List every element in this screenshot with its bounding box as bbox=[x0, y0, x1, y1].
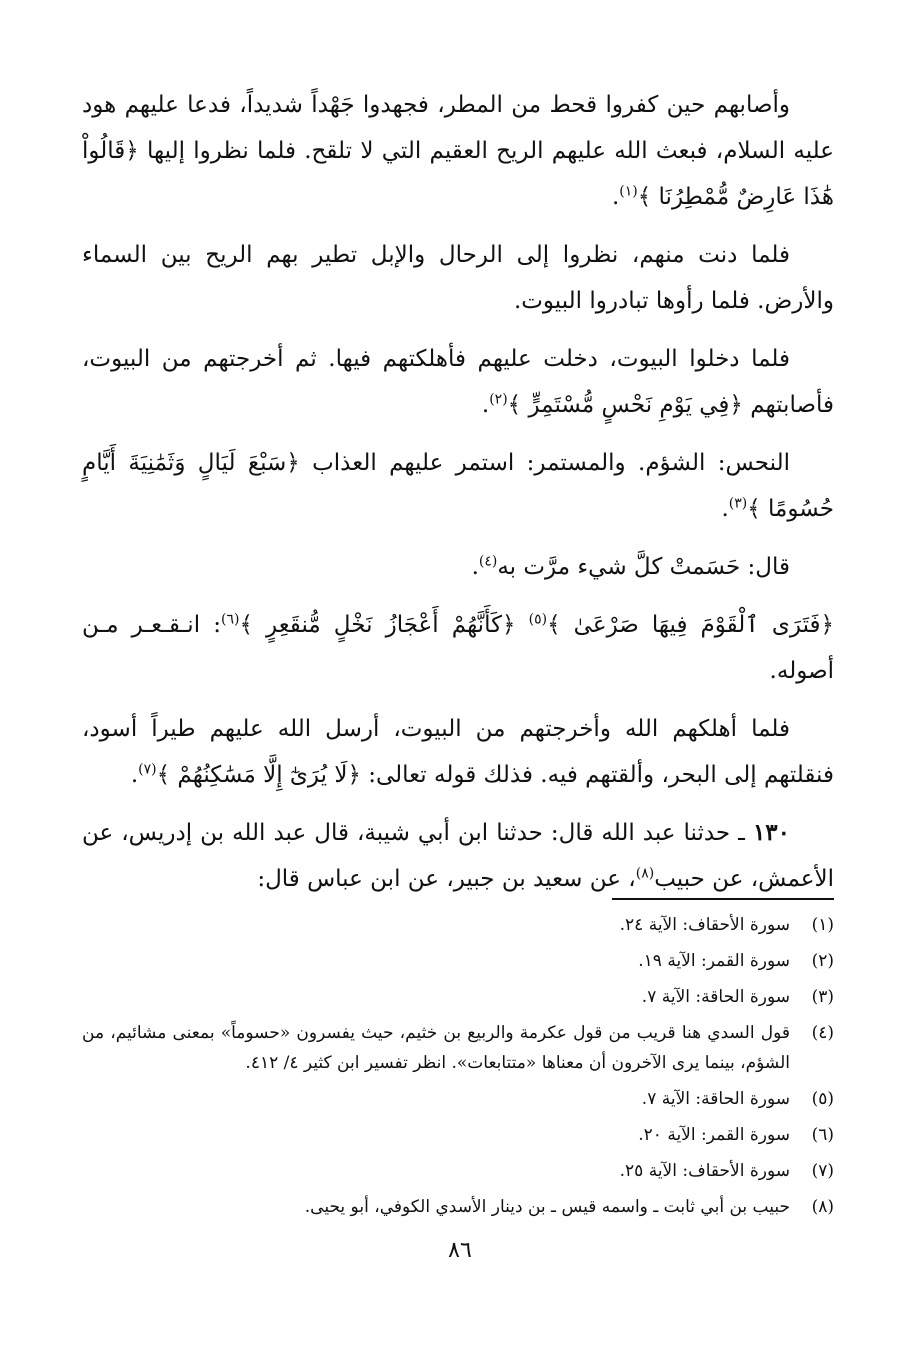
paragraph-text: وأصابهم حين كفروا قحط من المطر، فجهدوا جَهْداً شديداً، فدعا عليهم هود عليه السلام، فبعث الله عليهم الريح العقيم التي لا تلقح. فلما نظروا إليها ﴿قَالُواْ هَٰذَا عَارِضٌ مُّمْطِرُنَا ﴾ bbox=[82, 92, 834, 210]
paragraph bbox=[82, 544, 834, 590]
footnote-text: سورة القمر: الآية ١٩. bbox=[638, 951, 790, 971]
footnote-number: (٢) bbox=[811, 951, 834, 971]
footnote-item bbox=[82, 1192, 834, 1222]
footnote-text: سورة الحاقة: الآية ٧. bbox=[641, 1089, 790, 1109]
footnote-item bbox=[82, 982, 834, 1012]
paragraph-text: فلما دخلوا البيوت، دخلت عليهم فأهلكتهم فيها. ثم أخرجتهم من البيوت، فأصابتهم ﴿فِي يَوْمِ نَحْسٍ مُّسْتَمِرٍّ ﴾ bbox=[82, 346, 834, 418]
paragraph-text: قال: حَسَمتْ كلَّ شيء مرَّت به bbox=[497, 554, 790, 580]
footnote-item bbox=[82, 1084, 834, 1114]
footnotes bbox=[82, 910, 834, 1228]
footnote-text: حبيب بن أبي ثابت ـ واسمه قيس ـ بن دينار الأسدي الكوفي، أبو يحيى. bbox=[304, 1197, 790, 1217]
footnote-reference: (١) bbox=[619, 183, 638, 200]
paragraph bbox=[82, 602, 834, 694]
page-number: ٨٦ bbox=[448, 1238, 472, 1263]
paragraph bbox=[82, 232, 834, 324]
paragraph-text: . bbox=[471, 554, 479, 580]
footnote-text: سورة الحاقة: الآية ٧. bbox=[641, 987, 790, 1007]
footnote-reference: (٢) bbox=[489, 391, 508, 408]
footnote-text: سورة الأحقاف: الآية ٢٥. bbox=[619, 1161, 790, 1181]
paragraph-text: . bbox=[481, 392, 490, 418]
footnote-number: (١) bbox=[811, 915, 834, 935]
main-text bbox=[82, 82, 834, 902]
footnote-number: (٣) bbox=[811, 987, 834, 1007]
footnote-text: سورة القمر: الآية ٢٠. bbox=[638, 1125, 790, 1145]
narration-number: ١٣٠ bbox=[752, 819, 790, 846]
paragraph bbox=[82, 810, 834, 902]
footnote-item bbox=[82, 1018, 834, 1078]
paragraph-text: ـ حدثنا عبد الله قال: حدثنا ابن أبي شيبة، قال عبد الله بن إدريس، عن الأعمش، عن حبيب bbox=[82, 820, 834, 892]
paragraph-text: فلما أهلكهم الله وأخرجتهم من البيوت، أرسل الله عليهم طيراً أسود، فنقلتهم إلى البحر، وألقتهم فيه. فذلك قوله تعالى: ﴿لَا يُرَىٰٓ إِلَّا مَسَٰكِنُهُمْ ﴾ bbox=[82, 716, 834, 788]
footnote-separator bbox=[612, 898, 834, 900]
paragraph bbox=[82, 706, 834, 798]
footnote-number: (٥) bbox=[811, 1089, 834, 1109]
paragraph-text: ﴿فَتَرَى ٱلْقَوْمَ فِيهَا صَرْعَىٰ ﴾ bbox=[547, 612, 835, 638]
footnote-text: قول السدي هنا قريب من قول عكرمة والربيع بن خثيم، حيث يفسرون «حسوماً» بمعنى مشائيم، من الشؤم، بينما يرى الآخرون أن معناها «متتابعات». انظر تفسير ابن كثير ٤/ ٤١٢. bbox=[82, 1023, 790, 1073]
footnote-item bbox=[82, 910, 834, 940]
footnote-reference: (٣) bbox=[728, 495, 748, 512]
paragraph bbox=[82, 440, 834, 532]
paragraph-text: : انـقـعـر مـن أصوله. bbox=[82, 612, 834, 684]
paragraph-text: . bbox=[721, 496, 729, 522]
footnote-reference: (٤) bbox=[478, 553, 498, 570]
footnote-number: (٦) bbox=[811, 1125, 834, 1145]
footnote-reference: (٧) bbox=[138, 761, 157, 778]
footnote-text: سورة الأحقاف: الآية ٢٤. bbox=[619, 915, 790, 935]
footnote-item bbox=[82, 1120, 834, 1150]
paragraph bbox=[82, 82, 834, 220]
footnote-number: (٤) bbox=[811, 1023, 834, 1043]
paragraph-text: . bbox=[611, 184, 620, 210]
footnote-item bbox=[82, 946, 834, 976]
footnote-number: (٨) bbox=[811, 1197, 834, 1217]
paragraph-text: فلما دنت منهم، نظروا إلى الرحال والإبل تطير بهم الريح بين السماء والأرض. فلما رأوها تبادروا البيوت. bbox=[82, 242, 834, 314]
footnote-reference: (٦) bbox=[220, 611, 240, 628]
paragraph-text: ﴿كَأَنَّهُمْ أَعْجَازُ نَخْلٍ مُّنقَعِرٍ ﴾ bbox=[239, 612, 529, 638]
footnote-item bbox=[82, 1156, 834, 1186]
footnote-reference: (٥) bbox=[528, 611, 548, 628]
paragraph-text: ، عن سعيد بن جبير، عن ابن عباس قال: bbox=[257, 866, 636, 892]
footnote-reference: (٨) bbox=[635, 865, 655, 882]
paragraph-text: النحس: الشؤم. والمستمر: استمر عليهم العذاب ﴿سَبْعَ لَيَالٍ وَثَمَٰنِيَةَ أَيَّامٍ حُسُومًا ﴾ bbox=[82, 450, 834, 522]
footnote-number: (٧) bbox=[811, 1161, 834, 1181]
paragraph bbox=[82, 336, 834, 428]
paragraph-text: . bbox=[130, 762, 139, 788]
